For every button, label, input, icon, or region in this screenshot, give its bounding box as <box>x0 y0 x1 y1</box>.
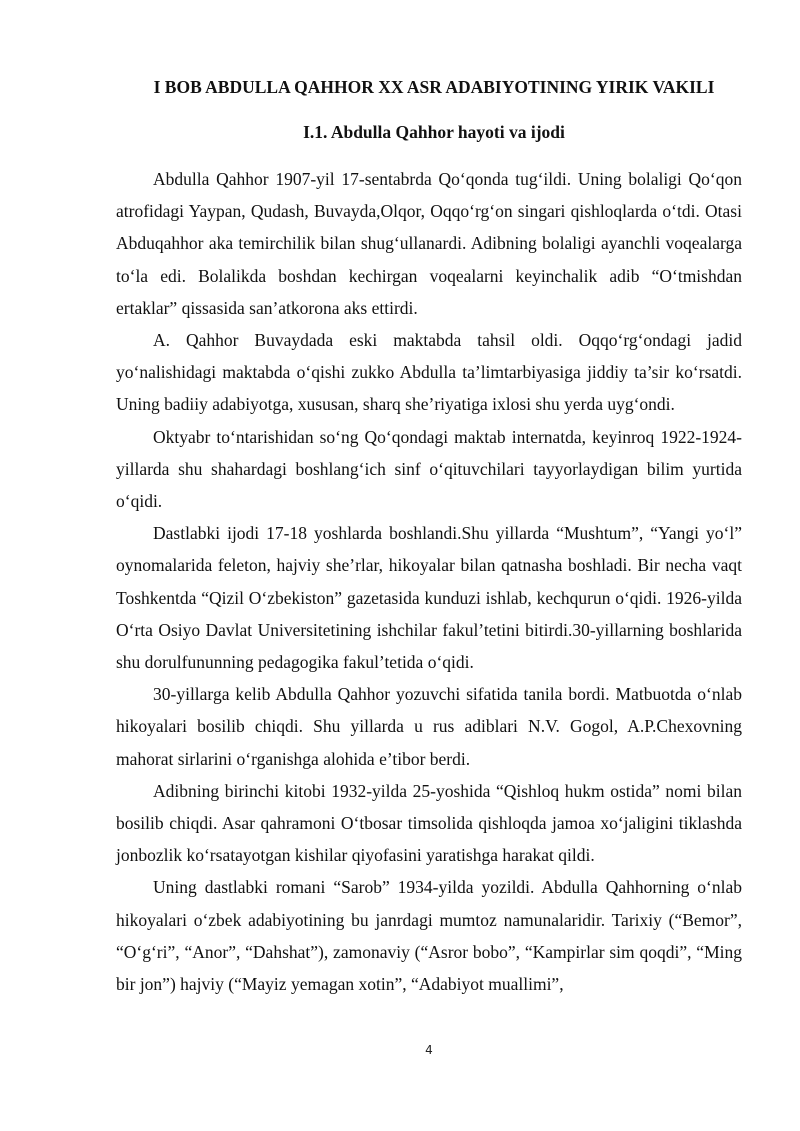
page-number: 4 <box>425 1043 433 1057</box>
paragraph-education: A. Qahhor Buvaydada eski maktabda tahsil oldi. Oqqo‘rg‘ondagi jadid yo‘nalishidagi maktabda o‘qishi zukko Abdulla ta’limtarbiyasiga jiddiy ta’sir ko‘rsatdi. Uning badiiy adabiyotga, xususan, sharq she’riyatiga ixlosi shu yerda uyg‘ondi. <box>116 330 742 415</box>
section-title: I.1. Abdulla Qahhor hayoti va ijodi <box>303 122 565 142</box>
paragraph-first-novel: Uning dastlabki romani “Sarob” 1934-yilda yozildi. Abdulla Qahhorning o‘nlab hikoyalari o‘zbek adabiyotining bu janrdagi mumtoz namunalaridir. Tarixiy (“Bemor”, “O‘g‘ri”, “Anor”, “Dahshat”), zamonaviy (“Asror bobo”, “Kampirlar sim qoqdi”, “Ming bir jon”) hajviy (“Mayiz yemagan xotin”, “Adabiyot muallimi”, <box>116 877 742 995</box>
paragraph-early-work: Dastlabki ijodi 17-18 yoshlarda boshlandi.Shu yillarda “Mushtum”, “Yangi yo‘l” oynomalarida feleton, hajviy she’rlar, hikoyalar bilan qatnasha boshladi. Bir necha vaqt Toshkentda “Qizil O‘zbekiston” gazetasida kunduzi ishlab, kechqurun o‘qidi. 1926-yilda O‘rta Osiyo Davlat Universitetining ishchilar fakul’tetini bitirdi.30-yillarning boshlarida shu dorulfununning pedagogika fakul’tetida o‘qidi. <box>116 523 742 673</box>
paragraph-internat: Oktyabr to‘ntarishidan so‘ng Qo‘qondagi maktab internatda, keyinroq 1922-1924-yillarda shu shahardagi boshlang‘ich sinf o‘qituvchilari tayyorlaydigan bilim yurtida o‘qidi. <box>116 426 742 512</box>
paragraph-thirties: 30-yillarga kelib Abdulla Qahhor yozuvchi sifatida tanila bordi. Matbuotda o‘nlab hikoyalari bosilib chiqdi. Shu yillarda u rus adiblari N.V. Gogol, A.P.Chexovning mahorat sirlarini o‘rganishga alohida e’tibor berdi. <box>116 684 742 769</box>
paragraph-birth-childhood: Abdulla Qahhor 1907-yil 17-sentabrda Qo‘qonda tug‘ildi. Uning bolaligi Qo‘qon atrofidagi Yaypan, Qudash, Buvayda,Olqor, Oqqo‘rg‘on singari qishloqlarda o‘tdi. Otasi Abduqahhor aka temirchilik bilan shug‘ullanardi. Adibning bolaligi ayanchli voqealarga to‘la edi. Bolalikda boshdan kechirgan voqealarni keyinchalik adib “O‘tmishdan ertaklar” qissasida san’atkorona aks ettirdi. <box>116 169 742 318</box>
body-text <box>116 163 742 1000</box>
paragraph-first-book: Adibning birinchi kitobi 1932-yilda 25-yoshida “Qishloq hukm ostida” nomi bilan bosilib chiqdi. Asar qahramoni O‘tbosar timsolida qishloqda jamoa xo‘jaligini tiklashda jonbozlik ko‘rsatayotgan kishilar qiyofasini yaratishga harakat qildi. <box>116 780 742 866</box>
chapter-title: I BOB ABDULLA QAHHOR XX ASR ADABIYOTINING YIRIK VAKILI <box>153 77 715 97</box>
